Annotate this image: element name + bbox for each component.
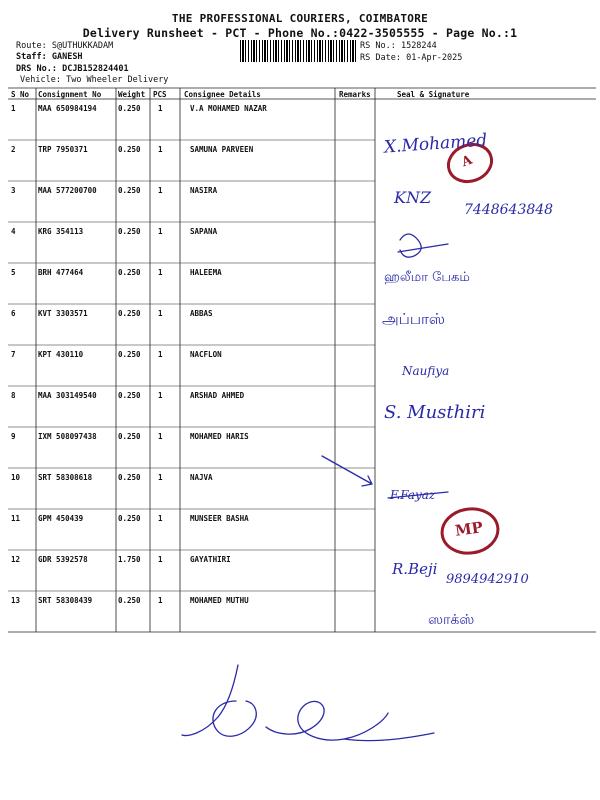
rs-date-label: RS Date: <box>360 53 401 63</box>
cell-consignee: ABBAS <box>190 309 213 318</box>
cell-weight: 1.750 <box>118 555 141 564</box>
cell-consignment: SRT 58308439 <box>38 596 93 605</box>
signature-row-8: S. Musthiri <box>384 402 486 423</box>
vehicle-label: Vehicle: <box>20 75 61 85</box>
cell-pcs: 1 <box>158 555 163 564</box>
drs-label: DRS No.: <box>16 64 57 74</box>
staff-value: GANESH <box>51 52 83 62</box>
rs-date-value: 01-Apr-2025 <box>406 53 463 63</box>
cell-consignment: KRG 354113 <box>38 227 84 236</box>
company-title: THE PROFESSIONAL COURIERS, COIMBATORE <box>171 12 429 25</box>
cell-consignment: SRT 58308618 <box>38 473 93 482</box>
cell-sno: 7 <box>11 350 16 359</box>
cell-consignee: NAJVA <box>190 473 213 482</box>
cell-sno: 1 <box>11 104 16 113</box>
cell-sno: 4 <box>11 227 16 236</box>
cell-consignment: MAA 303149540 <box>38 391 97 400</box>
col-header-weight: Weight <box>118 90 146 99</box>
cell-consignee: SAMUNA PARVEEN <box>190 145 254 154</box>
col-header-sno: S No <box>11 90 30 99</box>
signature-row-1: X.Mohamed <box>383 130 488 158</box>
cell-consignment: BRH 477464 <box>38 268 84 277</box>
col-header-consignee: Consignee Details <box>184 90 261 99</box>
cell-pcs: 1 <box>158 473 163 482</box>
phone-row-12: 9894942910 <box>446 572 529 587</box>
runsheet-subtitle: Delivery Runsheet - PCT - Phone No.:0422-3505555 - Page No.:1 <box>82 26 518 40</box>
cell-consignment: IXM 508097438 <box>38 432 97 441</box>
cell-weight: 0.250 <box>118 596 141 605</box>
cell-weight: 0.250 <box>118 309 141 318</box>
cell-weight: 0.250 <box>118 432 141 441</box>
cell-pcs: 1 <box>158 391 163 400</box>
cell-sno: 3 <box>11 186 16 195</box>
signature-row-5: ஹலீமா பேகம் <box>384 270 470 285</box>
cell-weight: 0.250 <box>118 268 141 277</box>
cell-pcs: 1 <box>158 268 163 277</box>
cell-sno: 13 <box>11 596 21 605</box>
cell-consignee: NACFLON <box>190 350 222 359</box>
vehicle-value: Two Wheeler Delivery <box>66 75 169 85</box>
cell-sno: 12 <box>11 555 21 564</box>
cell-weight: 0.250 <box>118 350 141 359</box>
signature-row-10: F.Fayaz <box>390 488 436 502</box>
cell-consignment: KPT 430110 <box>38 350 84 359</box>
cell-sno: 11 <box>11 514 21 523</box>
cell-consignment: MAA 577200700 <box>38 186 97 195</box>
cell-pcs: 1 <box>158 104 163 113</box>
stamp-row-1-text: A <box>459 152 475 171</box>
cell-consignment: TRP 7950371 <box>38 145 88 154</box>
signature-row-6: அப்பாஸ் <box>382 310 445 328</box>
cell-consignee: GAYATHIRI <box>190 555 231 564</box>
cell-sno: 2 <box>11 145 16 154</box>
rs-no-value: 1528244 <box>400 41 437 51</box>
cell-consignee: SAPANA <box>190 227 218 236</box>
cell-sno: 10 <box>11 473 21 482</box>
col-header-consignment: Consignment No <box>38 90 102 99</box>
cell-pcs: 1 <box>158 596 163 605</box>
rs-no-label: RS No.: <box>360 41 396 51</box>
cell-consignee: NASIRA <box>190 186 218 195</box>
cell-weight: 0.250 <box>118 104 141 113</box>
cell-sno: 6 <box>11 309 16 318</box>
cell-pcs: 1 <box>158 432 163 441</box>
cell-weight: 0.250 <box>118 473 141 482</box>
col-header-remarks: Remarks <box>339 90 371 99</box>
cell-consignee: MOHAMED MUTHU <box>190 596 249 605</box>
cell-pcs: 1 <box>158 514 163 523</box>
cell-pcs: 1 <box>158 145 163 154</box>
cell-sno: 9 <box>11 432 16 441</box>
cell-weight: 0.250 <box>118 145 141 154</box>
cell-pcs: 1 <box>158 186 163 195</box>
staff-label: Staff: <box>16 52 47 62</box>
phone-row-3: 7448643848 <box>464 202 554 218</box>
cell-sno: 5 <box>11 268 16 277</box>
cell-pcs: 1 <box>158 350 163 359</box>
cell-weight: 0.250 <box>118 227 141 236</box>
cell-consignment: MAA 650984194 <box>38 104 97 113</box>
signature-row-13: ஸாக்ஸ் <box>428 612 475 628</box>
cell-consignee: HALEEMA <box>190 268 222 277</box>
route-label: Route: <box>16 41 47 51</box>
cell-pcs: 1 <box>158 227 163 236</box>
cell-consignee: MUNSEER BASHA <box>190 514 249 523</box>
cell-consignment: KVT 3303571 <box>38 309 88 318</box>
col-header-seal: Seal & Signature <box>397 90 470 99</box>
cell-consignee: V.A MOHAMED NAZAR <box>190 104 267 113</box>
cell-consignment: GDR 5392578 <box>38 555 88 564</box>
stamp-row-11-text: MP <box>453 518 485 540</box>
cell-weight: 0.250 <box>118 186 141 195</box>
signature-row-3: KNZ <box>394 188 432 207</box>
col-header-pcs: PCS <box>153 90 167 99</box>
cell-sno: 8 <box>11 391 16 400</box>
route-value: S@UTHUKKADAM <box>51 41 114 51</box>
cell-consignment: GPM 450439 <box>38 514 84 523</box>
cell-pcs: 1 <box>158 309 163 318</box>
cell-consignee: ARSHAD AHMED <box>190 391 245 400</box>
cell-weight: 0.250 <box>118 514 141 523</box>
drs-value: DCJB152824401 <box>62 64 129 74</box>
cell-weight: 0.250 <box>118 391 141 400</box>
signature-row-12: R.Beji <box>392 560 438 578</box>
cell-consignee: MOHAMED HARIS <box>190 432 249 441</box>
signature-row-7: Naufiya <box>402 364 450 378</box>
